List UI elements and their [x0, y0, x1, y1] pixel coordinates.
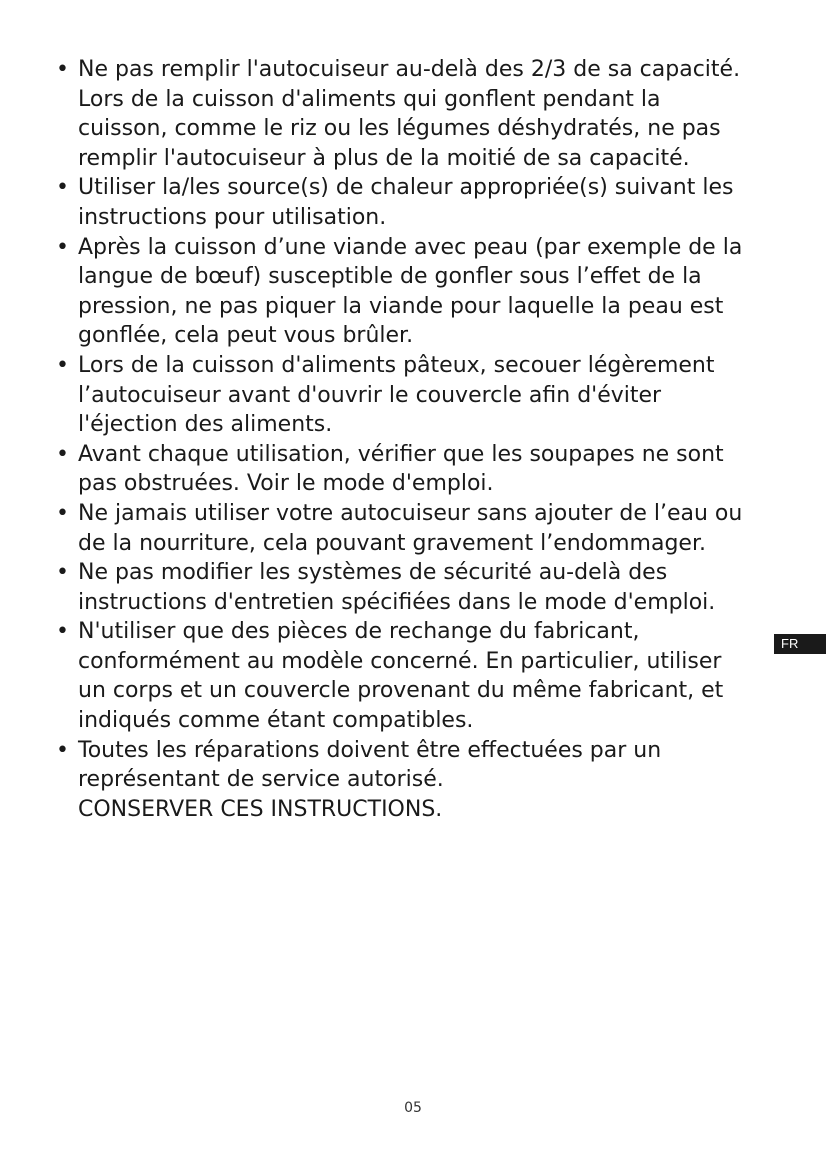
- instruction-list: [56, 55, 756, 795]
- safety-instructions: [56, 55, 756, 824]
- bullet-icon: •: [56, 352, 69, 378]
- bullet-icon: •: [56, 737, 69, 763]
- list-item: [56, 351, 756, 440]
- list-item-text: Ne pas modifier les systèmes de sécurité au-delà des instructions d'entretien spécifiées dans le mode d'emploi.: [78, 560, 716, 615]
- list-item: [56, 55, 756, 173]
- closing-statement: CONSERVER CES INSTRUCTIONS.: [78, 796, 443, 822]
- list-item: [56, 440, 756, 499]
- bullet-icon: •: [56, 175, 69, 201]
- list-item-text: Lors de la cuisson d'aliments pâteux, secouer légèrement l’autocuiseur avant d'ouvrir le couvercle afin d'éviter l'éjection des aliments.: [78, 352, 715, 438]
- list-item: [56, 499, 756, 558]
- list-item-text: Avant chaque utilisation, vérifier que les soupapes ne sont pas obstruées. Voir le mode d'emploi.: [78, 441, 724, 497]
- list-item-text: Ne jamais utiliser votre autocuiseur sans ajouter de l’eau ou de la nourriture, cela pouvant gravement l’endommager.: [78, 500, 743, 556]
- bullet-icon: •: [56, 619, 69, 645]
- bullet-icon: •: [56, 441, 69, 467]
- page-number: 05: [404, 1100, 422, 1116]
- list-item-text: Toutes les réparations doivent être effectuées par un représentant de service autorisé.: [78, 737, 662, 793]
- list-item: [56, 558, 756, 617]
- bullet-icon: •: [56, 234, 69, 260]
- list-item: [56, 173, 756, 232]
- list-item-text: Après la cuisson d’une viande avec peau (par exemple de la langue de bœuf) susceptible de gonfler sous l’effet de la pression, ne pas piquer la viande pour laquelle la peau est gonflée, cela peut vous brûler.: [78, 234, 743, 349]
- language-tab: FR: [774, 634, 826, 654]
- bullet-icon: •: [56, 57, 69, 82]
- list-item-text: N'utiliser que des pièces de rechange du fabricant, conformément au modèle concerné. En particulier, utiliser un corps et un couvercle provenant du même fabricant, et indiqués comme étant compatibles.: [78, 619, 724, 734]
- list-item-text: Ne pas remplir l'autocuiseur au-delà des 2/3 de sa capacité. Lors de la cuisson d'aliments qui gonflent pendant la cuisson, comme le riz ou les légumes déshydratés, ne pas remplir l'autocuiseur à plus de la moitié de sa capacité.: [78, 57, 741, 171]
- list-item-text: Utiliser la/les source(s) de chaleur appropriée(s) suivant les instructions pour utilisation.: [78, 175, 734, 230]
- bullet-icon: •: [56, 560, 69, 586]
- list-item: [56, 233, 756, 351]
- list-item: [56, 736, 756, 795]
- list-item: [56, 617, 756, 735]
- bullet-icon: •: [56, 500, 69, 526]
